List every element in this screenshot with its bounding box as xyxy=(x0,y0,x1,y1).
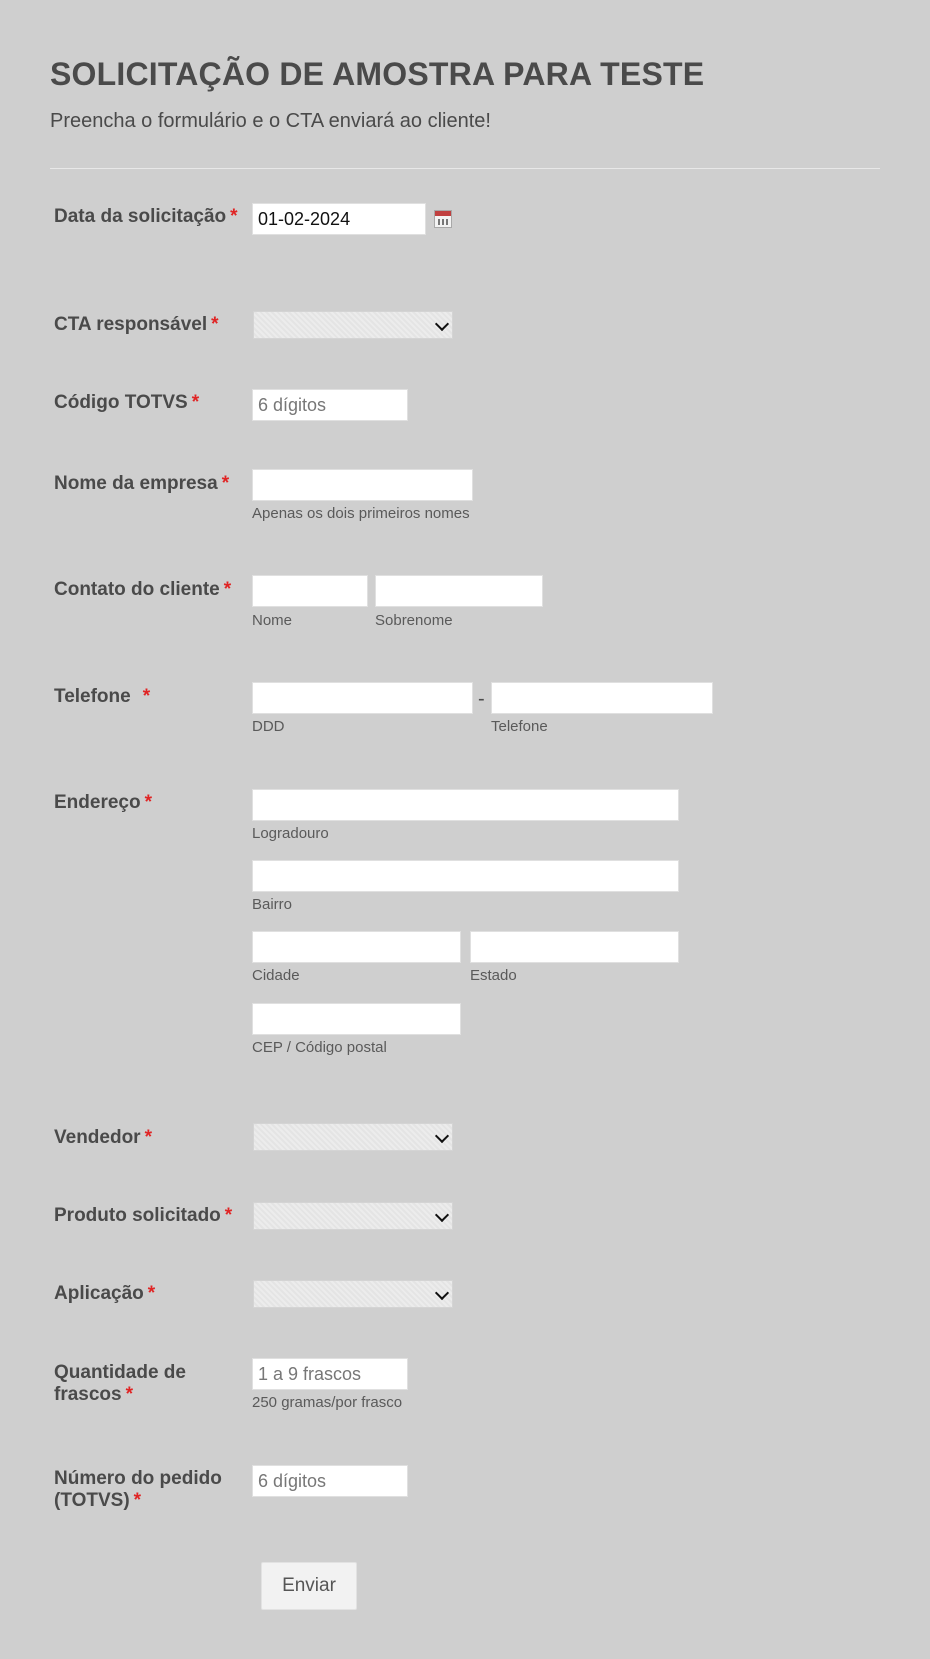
required-marker: * xyxy=(125,1384,134,1405)
chevron-down-icon xyxy=(435,1129,449,1143)
header-divider xyxy=(50,168,880,169)
street-sublabel: Logradouro xyxy=(252,825,329,842)
state-sublabel: Estado xyxy=(470,967,517,984)
submit-button[interactable]: Enviar xyxy=(261,1562,357,1610)
nome-empresa-input[interactable] xyxy=(252,469,473,501)
form-header xyxy=(50,52,880,134)
first-name-input[interactable] xyxy=(252,575,368,607)
phone-number-sublabel: Telefone xyxy=(491,718,548,735)
phone-separator: - xyxy=(478,688,485,710)
street-input[interactable] xyxy=(252,789,679,821)
calendar-icon[interactable] xyxy=(434,210,452,228)
city-input[interactable] xyxy=(252,931,461,963)
label-produto: Produto solicitado * xyxy=(54,1205,233,1226)
required-marker: * xyxy=(144,792,152,813)
nome-empresa-sublabel: Apenas os dois primeiros nomes xyxy=(252,505,470,522)
required-marker: * xyxy=(223,579,232,600)
required-marker: * xyxy=(211,314,219,335)
label-quantidade: Quantidade de frascos * xyxy=(54,1362,186,1405)
last-name-sublabel: Sobrenome xyxy=(375,612,453,629)
required-marker: * xyxy=(224,1205,233,1226)
numero-pedido-input[interactable] xyxy=(252,1465,408,1497)
label-telefone: Telefone * xyxy=(54,686,151,707)
label-codigo-totvs: Código TOTVS * xyxy=(54,392,200,413)
aplicacao-select[interactable] xyxy=(253,1280,453,1308)
form-title: SOLICITAÇÃO DE AMOSTRA PARA TESTE xyxy=(50,56,705,92)
chevron-down-icon xyxy=(435,317,449,331)
required-marker: * xyxy=(230,206,238,227)
quantidade-input[interactable] xyxy=(252,1358,408,1390)
codigo-totvs-input[interactable] xyxy=(252,389,408,421)
neighborhood-sublabel: Bairro xyxy=(252,896,293,913)
required-marker: * xyxy=(221,473,230,494)
last-name-input[interactable] xyxy=(375,575,543,607)
chevron-down-icon xyxy=(435,1208,449,1222)
ddd-input[interactable] xyxy=(252,682,473,714)
required-marker: * xyxy=(147,1283,156,1304)
quantidade-sublabel: 250 gramas/por frasco xyxy=(252,1394,403,1411)
required-marker: * xyxy=(142,686,151,707)
phone-number-input[interactable] xyxy=(491,682,713,714)
vendedor-select[interactable] xyxy=(253,1123,453,1151)
label-nome-empresa: Nome da empresa * xyxy=(54,473,230,494)
required-marker: * xyxy=(144,1127,152,1148)
form-subtitle: Preencha o formulário e o CTA enviará ao cliente! xyxy=(50,110,491,132)
label-endereco: Endereço * xyxy=(54,792,152,813)
state-input[interactable] xyxy=(470,931,679,963)
neighborhood-input[interactable] xyxy=(252,860,679,892)
postal-code-input[interactable] xyxy=(252,1003,461,1035)
required-marker: * xyxy=(191,392,200,413)
city-sublabel: Cidade xyxy=(252,967,300,984)
label-data-solicitacao: Data da solicitação * xyxy=(54,206,238,227)
label-numero-pedido: Número do pedido (TOTVS) * xyxy=(54,1468,222,1511)
label-cta-responsavel: CTA responsável * xyxy=(54,314,219,335)
label-contato-cliente: Contato do cliente * xyxy=(54,579,232,600)
label-aplicacao: Aplicação * xyxy=(54,1283,156,1304)
postal-code-sublabel: CEP / Código postal xyxy=(252,1039,387,1056)
ddd-sublabel: DDD xyxy=(252,718,285,735)
cta-responsavel-select[interactable] xyxy=(253,311,453,339)
first-name-sublabel: Nome xyxy=(252,612,293,629)
date-input[interactable] xyxy=(252,203,426,235)
produto-select[interactable] xyxy=(253,1202,453,1230)
required-marker: * xyxy=(133,1490,142,1511)
chevron-down-icon xyxy=(435,1286,449,1300)
label-vendedor: Vendedor * xyxy=(54,1127,152,1148)
